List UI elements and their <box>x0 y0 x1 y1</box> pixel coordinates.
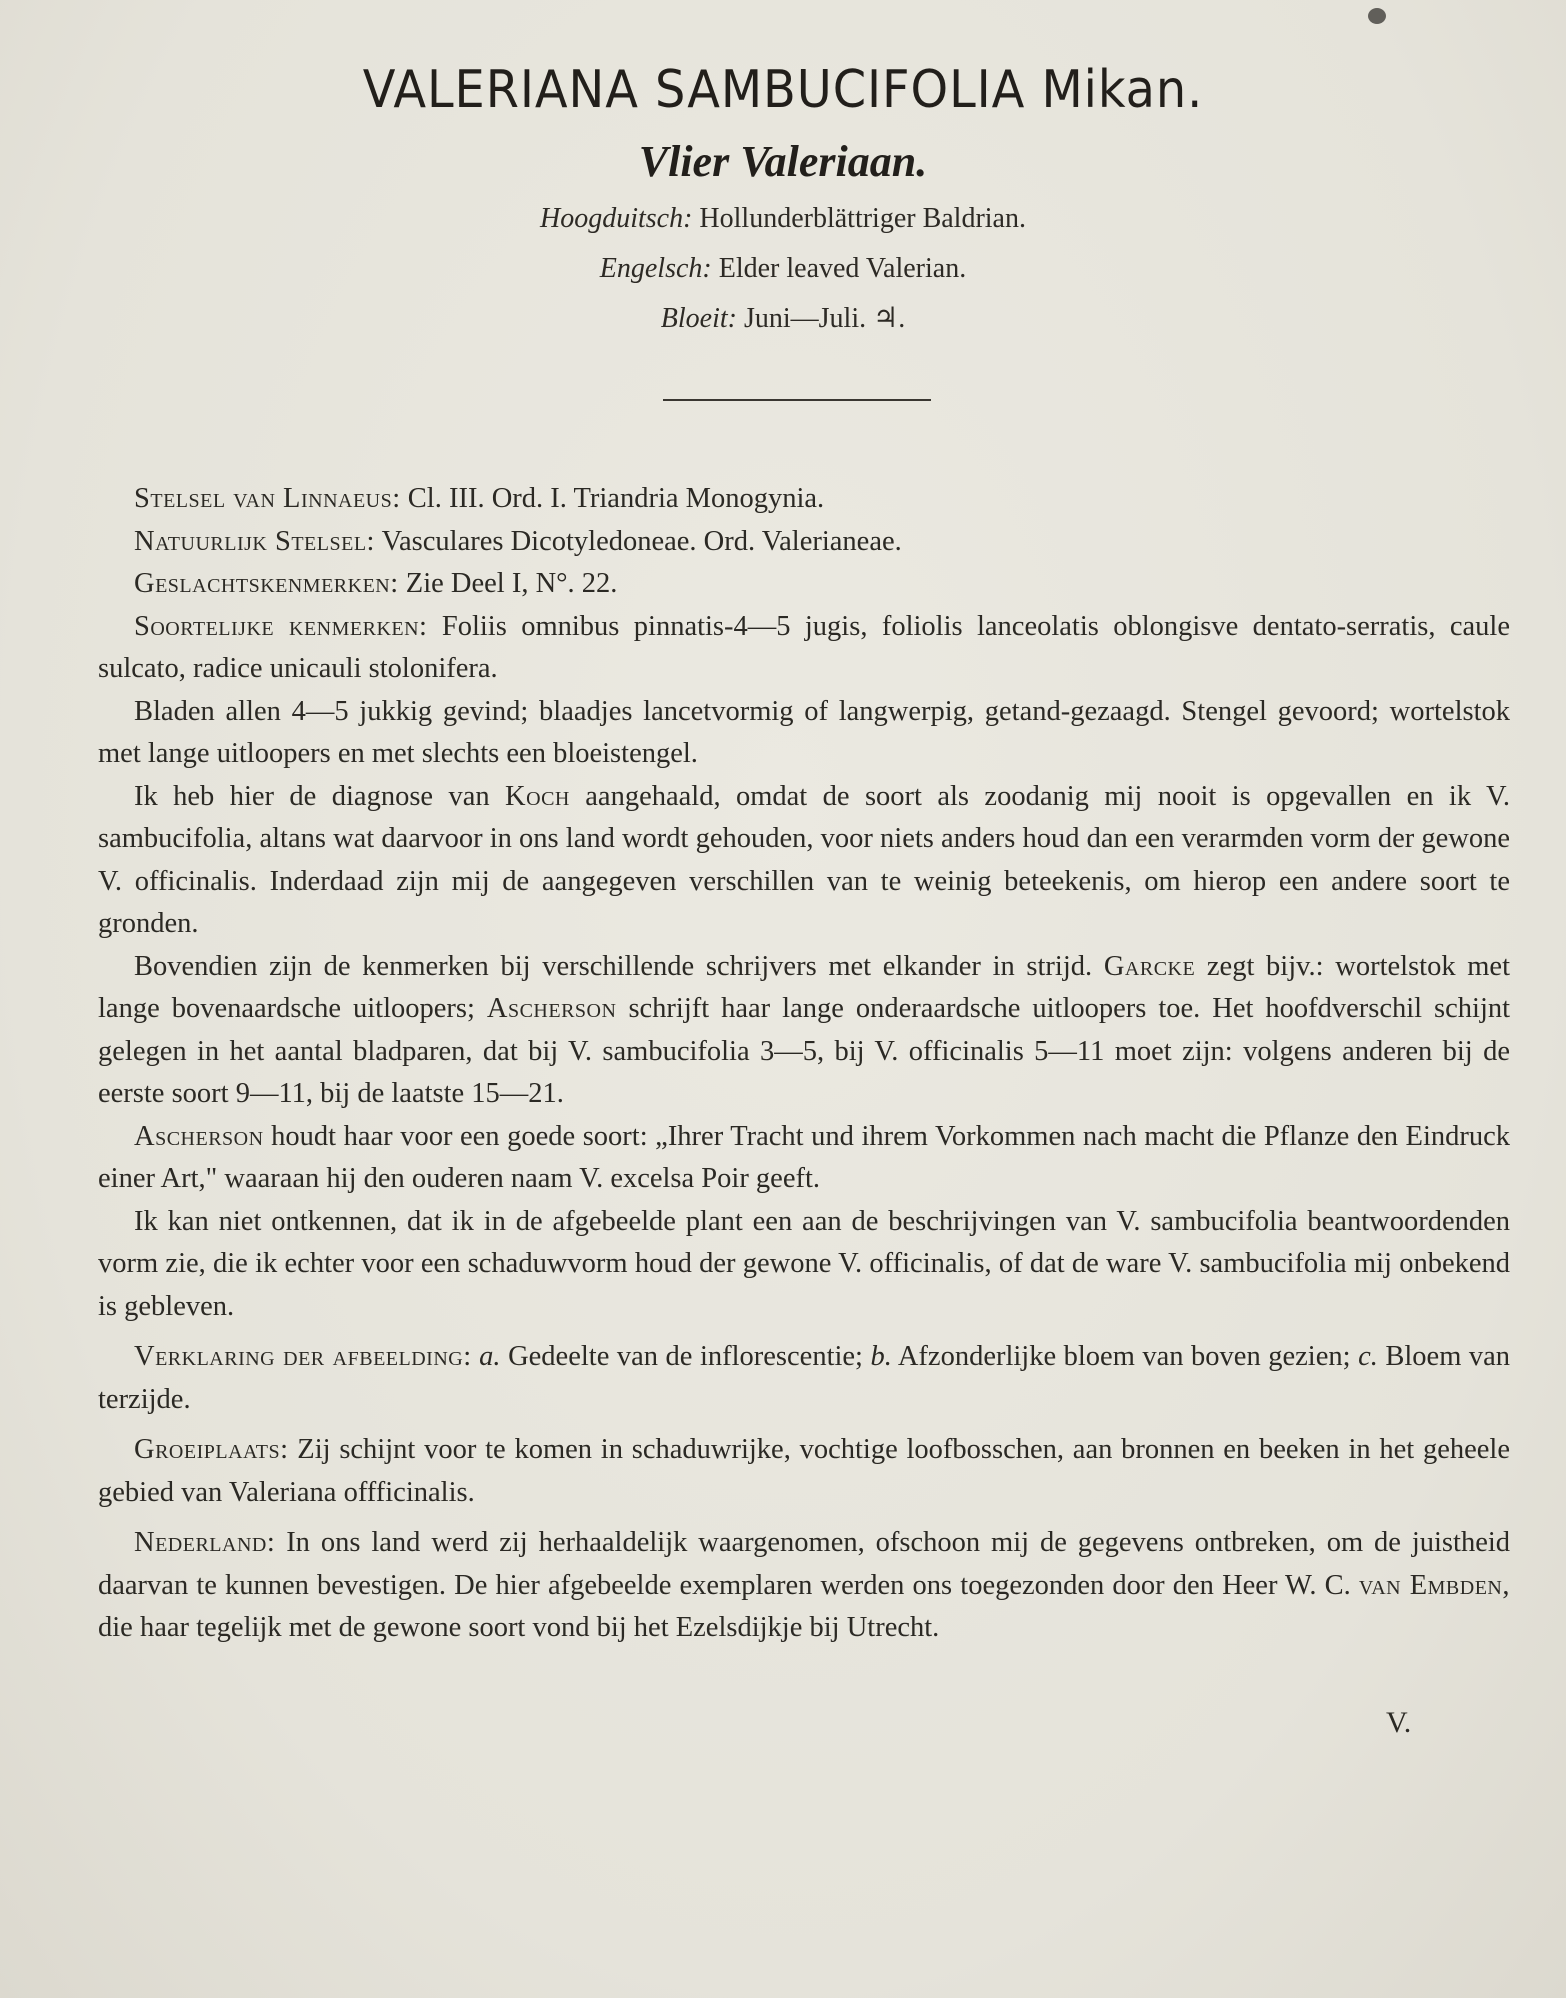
natural-paragraph <box>98 521 1510 564</box>
plate-b-text: Afzonderlijke bloem van boven gezien; <box>897 1341 1351 1372</box>
koch-text-a: Ik heb hier de diagnose van <box>134 780 490 812</box>
plate-c-text: Bloem van terzijde. <box>98 1341 1511 1415</box>
bloom-line <box>0 294 1566 344</box>
plate-paragraph <box>98 1336 1510 1421</box>
conflict-text-a: Bovendien zijn de kenmerken bij verschillende schrijvers met elkander in strijd. <box>134 950 1093 982</box>
german-name-line <box>0 194 1566 244</box>
english-value: Elder leaved Valerian. <box>718 253 967 284</box>
linnaeus-paragraph <box>98 478 1510 521</box>
header <box>0 50 1566 344</box>
habitat-paragraph <box>98 1429 1510 1514</box>
page-title: VALERIANA SAMBUCIFOLIA Mikan. <box>362 60 1204 120</box>
body-text <box>98 478 1510 1650</box>
plate-b-letter: b. <box>870 1341 892 1372</box>
german-value: Hollunderblättriger Baldrian. <box>699 203 1026 234</box>
vernacular-names <box>0 194 1566 344</box>
ascherson-paragraph <box>98 1116 1510 1201</box>
plate-a-letter: a. <box>479 1341 501 1372</box>
netherlands-label: Nederland: <box>134 1527 276 1558</box>
author-ascherson: Ascherson <box>486 993 617 1024</box>
divider <box>663 399 931 401</box>
plate-label: Verklaring der afbeelding: <box>134 1341 472 1372</box>
linnaeus-value: Cl. III. Ord. I. Triandria Monogynia. <box>407 483 825 514</box>
bloom-value: Juni—Juli. ♃. <box>743 303 906 334</box>
ascherson-text: houdt haar voor een goede soort: „Ihrer Tracht und ihrem Vorkommen nach macht die Pflanze den Eindruck einer Art," waaraan hij den ouderen naam V. excelsa Poir geeft. <box>98 1120 1511 1194</box>
habitat-label: Groeiplaats: <box>134 1434 289 1465</box>
netherlands-text-a: In ons land werd zij herhaaldelijk waargenomen, ofschoon mij de gegevens ontbreken, om de juistheid daarvan te kunnen bevestigen. De hier afgebeelde exemplaren werden ons toegezonden door den Heer W. C. <box>98 1527 1511 1601</box>
species-value: Foliis omnibus pinnatis-4—5 jugis, foliolis lanceolatis oblongisve dentato-serratis, caule sulcato, radice unicauli stolonifera. <box>98 610 1510 684</box>
linnaeus-label: Stelsel van Linnaeus: <box>134 483 401 514</box>
bloom-label: Bloeit: <box>660 303 737 334</box>
author-garcke: Garcke <box>1103 950 1196 982</box>
habitat-value: Zij schijnt voor te komen in schaduwrijke, vochtige loofbosschen, aan bronnen en beeken in het geheele gebied van Valeriana offficinalis. <box>98 1434 1510 1508</box>
conflict-paragraph <box>98 946 1510 1116</box>
opinion-paragraph: Ik kan niet ontkennen, dat ik in de afgebeelde plant een aan de beschrijvingen van V. sambucifolia beantwoordenden vorm zie, die ik echter voor een schaduwvorm houd der gewone V. officinalis, of dat de ware V. sambucifolia mij onbekend is gebleven. <box>98 1205 1510 1322</box>
plate-c-letter: c. <box>1358 1341 1378 1372</box>
english-name-line <box>0 244 1566 294</box>
author-koch: Koch <box>505 780 570 812</box>
conflict-text-c: schrijft haar lange onderaardsche uitloopers toe. Het hoofdverschil schijnt gelegen in het aantal bladparen, dat bij V. sambucifolia 3—5, bij V. officinalis 5—11 moet zijn: volgens anderen bij de eerste soort 9—11, bij de laatste 15—21. <box>98 993 1511 1109</box>
author-signature: V. <box>1386 1706 1412 1739</box>
genus-label: Geslachtskenmerken: <box>134 568 399 599</box>
natural-label: Natuurlijk Stelsel: <box>134 525 375 557</box>
collector-name: van Embden, <box>1358 1569 1510 1601</box>
description-paragraph: Bladen allen 4—5 jukkig gevind; blaadjes lancetvormig of langwerpig, getand-gezaagd. Stengel gevoord; wortelstok met lange uitloopers en met slechts een bloeistengel. <box>98 695 1510 769</box>
conflict-text-b: zegt bijv.: wortelstok met lange bovenaardsche uitloopers; <box>98 950 1511 1024</box>
author-ascherson-2: Ascherson <box>134 1120 264 1152</box>
koch-paragraph <box>98 776 1510 946</box>
english-label: Engelsch: <box>599 253 712 284</box>
plate-a-text: Gedeelte van de inflorescentie; <box>508 1341 863 1372</box>
genus-value: Zie Deel I, N°. 22. <box>405 568 618 599</box>
natural-value: Vasculares Dicotyledoneae. Ord. Valerianeae. <box>381 525 902 557</box>
page-subtitle: Vlier Valeriaan. <box>638 137 928 186</box>
species-label: Soortelijke kenmerken: <box>134 610 428 642</box>
netherlands-paragraph <box>98 1522 1510 1650</box>
netherlands-text-b: die haar tegelijk met de gewone soort vond bij het Ezelsdijkje bij Utrecht. <box>98 1612 940 1643</box>
species-paragraph <box>98 606 1510 691</box>
ink-spot <box>1368 8 1386 24</box>
german-label: Hoogduitsch: <box>539 203 693 234</box>
genus-paragraph <box>98 563 1510 606</box>
koch-text-b: aangehaald, omdat de soort als zoodanig mij nooit is opgevallen en ik V. sambucifolia, altans wat daarvoor in ons land wordt gehouden, voor niets anders houd dan een verarmden vorm der gewone V. officinalis. Inderdaad zijn mij de aangegeven verschillen van te weinig beteekenis, om hierop een andere soort te gronden. <box>98 780 1511 939</box>
